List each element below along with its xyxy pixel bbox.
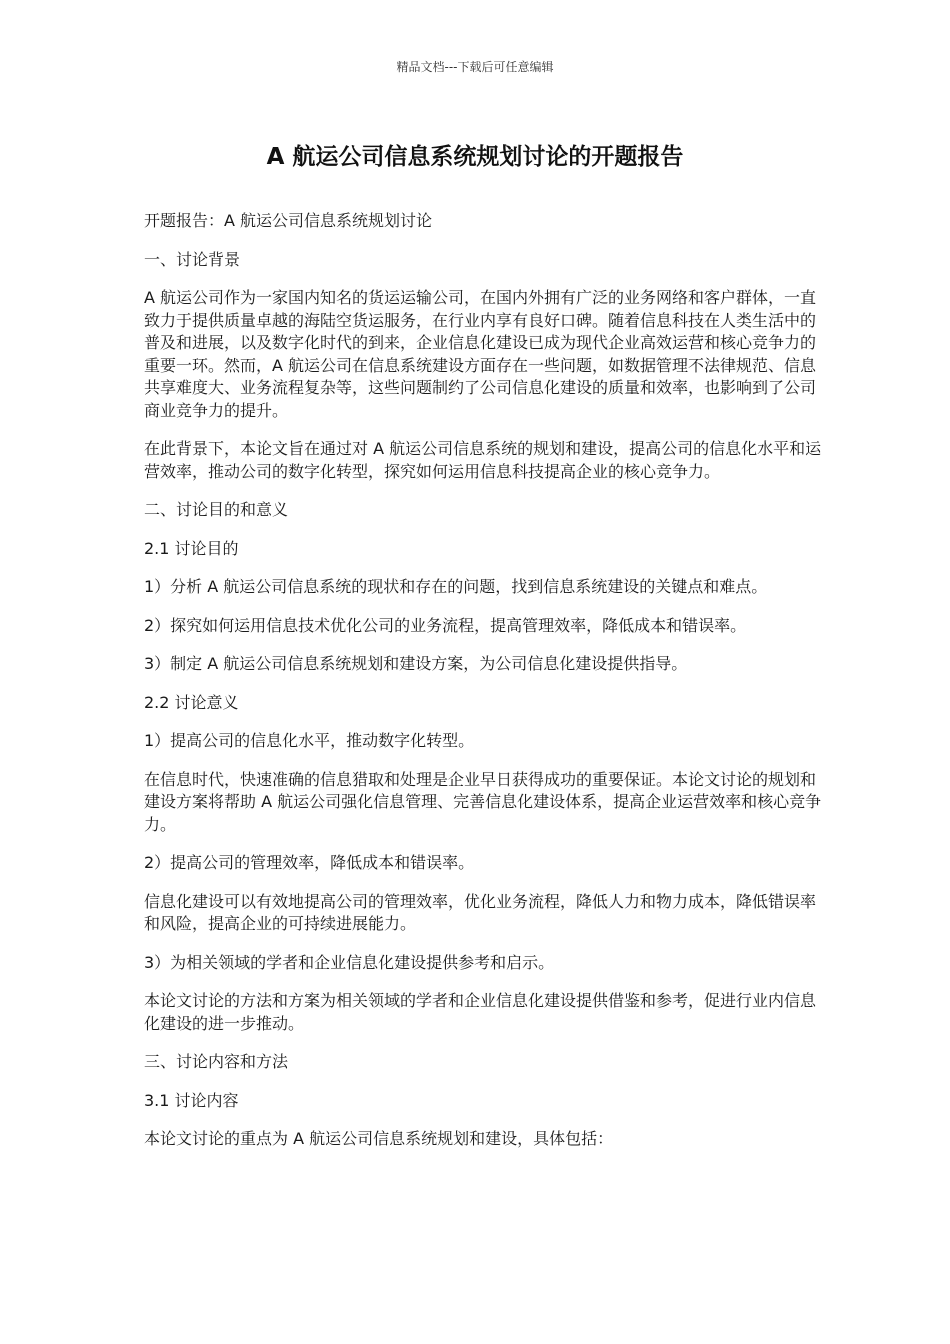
- document-title: A 航运公司信息系统规划讨论的开题报告: [266, 144, 684, 170]
- significance-item-3: 3）为相关领域的学者和企业信息化建设提供参考和启示。: [144, 952, 555, 972]
- content-intro: 本论文讨论的重点为 A 航运公司信息系统规划和建设，具体包括：: [144, 1129, 614, 1148]
- header-note: 精品文档---下载后可任意编辑: [396, 60, 554, 74]
- document-body: [144, 210, 824, 1167]
- purpose-item-2: 2）探究如何运用信息技术优化公司的业务流程，提高管理效率，降低成本和错误率。: [144, 615, 747, 635]
- section-heading-purpose: 二、讨论目的和意义: [144, 500, 289, 519]
- report-subject-line: 开题报告：A 航运公司信息系统规划讨论: [144, 211, 433, 230]
- subsection-heading-significance: 2.2 讨论意义: [144, 692, 239, 712]
- significance-detail-2: 信息化建设可以有效地提高公司的管理效率，优化业务流程，降低人力和物力成本，降低错误率和风险，提高企业的可持续进展能力。: [144, 891, 817, 933]
- paragraph-background-2: 在此背景下，本论文旨在通过对 A 航运公司信息系统的规划和建设，提高公司的信息化水平和运营效率，推动公司的数字化转型，探究如何运用信息科技提高企业的核心竞争力。: [144, 439, 822, 481]
- significance-detail-3: 本论文讨论的方法和方案为相关领域的学者和企业信息化建设提供借鉴和参考，促进行业内信息化建设的进一步推动。: [144, 991, 817, 1033]
- significance-item-1: 1）提高公司的信息化水平，推动数字化转型。: [144, 731, 475, 750]
- section-heading-background: 一、讨论背景: [144, 249, 241, 269]
- purpose-item-3: 3）制定 A 航运公司信息系统规划和建设方案，为公司信息化建设提供指导。: [144, 654, 688, 673]
- paragraph-background-1: A 航运公司作为一家国内知名的货运运输公司，在国内外拥有广泛的业务网络和客户群体，一直致力于提供质量卓越的海陆空货运服务，在行业内享有良好口碑。随着信息科技在人类生活中的普及和进展，以及数字化时代的到来，企业信息化建设已成为现代企业高效运营和核心竞争力的重要一环。然而，A 航运公司在信息系统建设方面存在一些问题，如数据管理不法律规范、信息共享难度大、业务流程复杂等，这些问题制约了公司信息化建设的质量和效率，也影响到了公司商业竞争力的提升。: [144, 288, 817, 420]
- subsection-heading-purpose: 2.1 讨论目的: [144, 538, 239, 558]
- significance-detail-1: 在信息时代，快速准确的信息猎取和处理是企业早日获得成功的重要保证。本论文讨论的规划和建设方案将帮助 A 航运公司强化信息管理、完善信息化建设体系，提高企业运营效率和核心竞争力。: [144, 769, 822, 834]
- section-heading-content-method: 三、讨论内容和方法: [144, 1052, 289, 1071]
- purpose-item-1: 1）分析 A 航运公司信息系统的现状和存在的问题，找到信息系统建设的关键点和难点。: [144, 577, 768, 596]
- significance-item-2: 2）提高公司的管理效率，降低成本和错误率。: [144, 853, 475, 872]
- subsection-heading-content: 3.1 讨论内容: [144, 1090, 239, 1110]
